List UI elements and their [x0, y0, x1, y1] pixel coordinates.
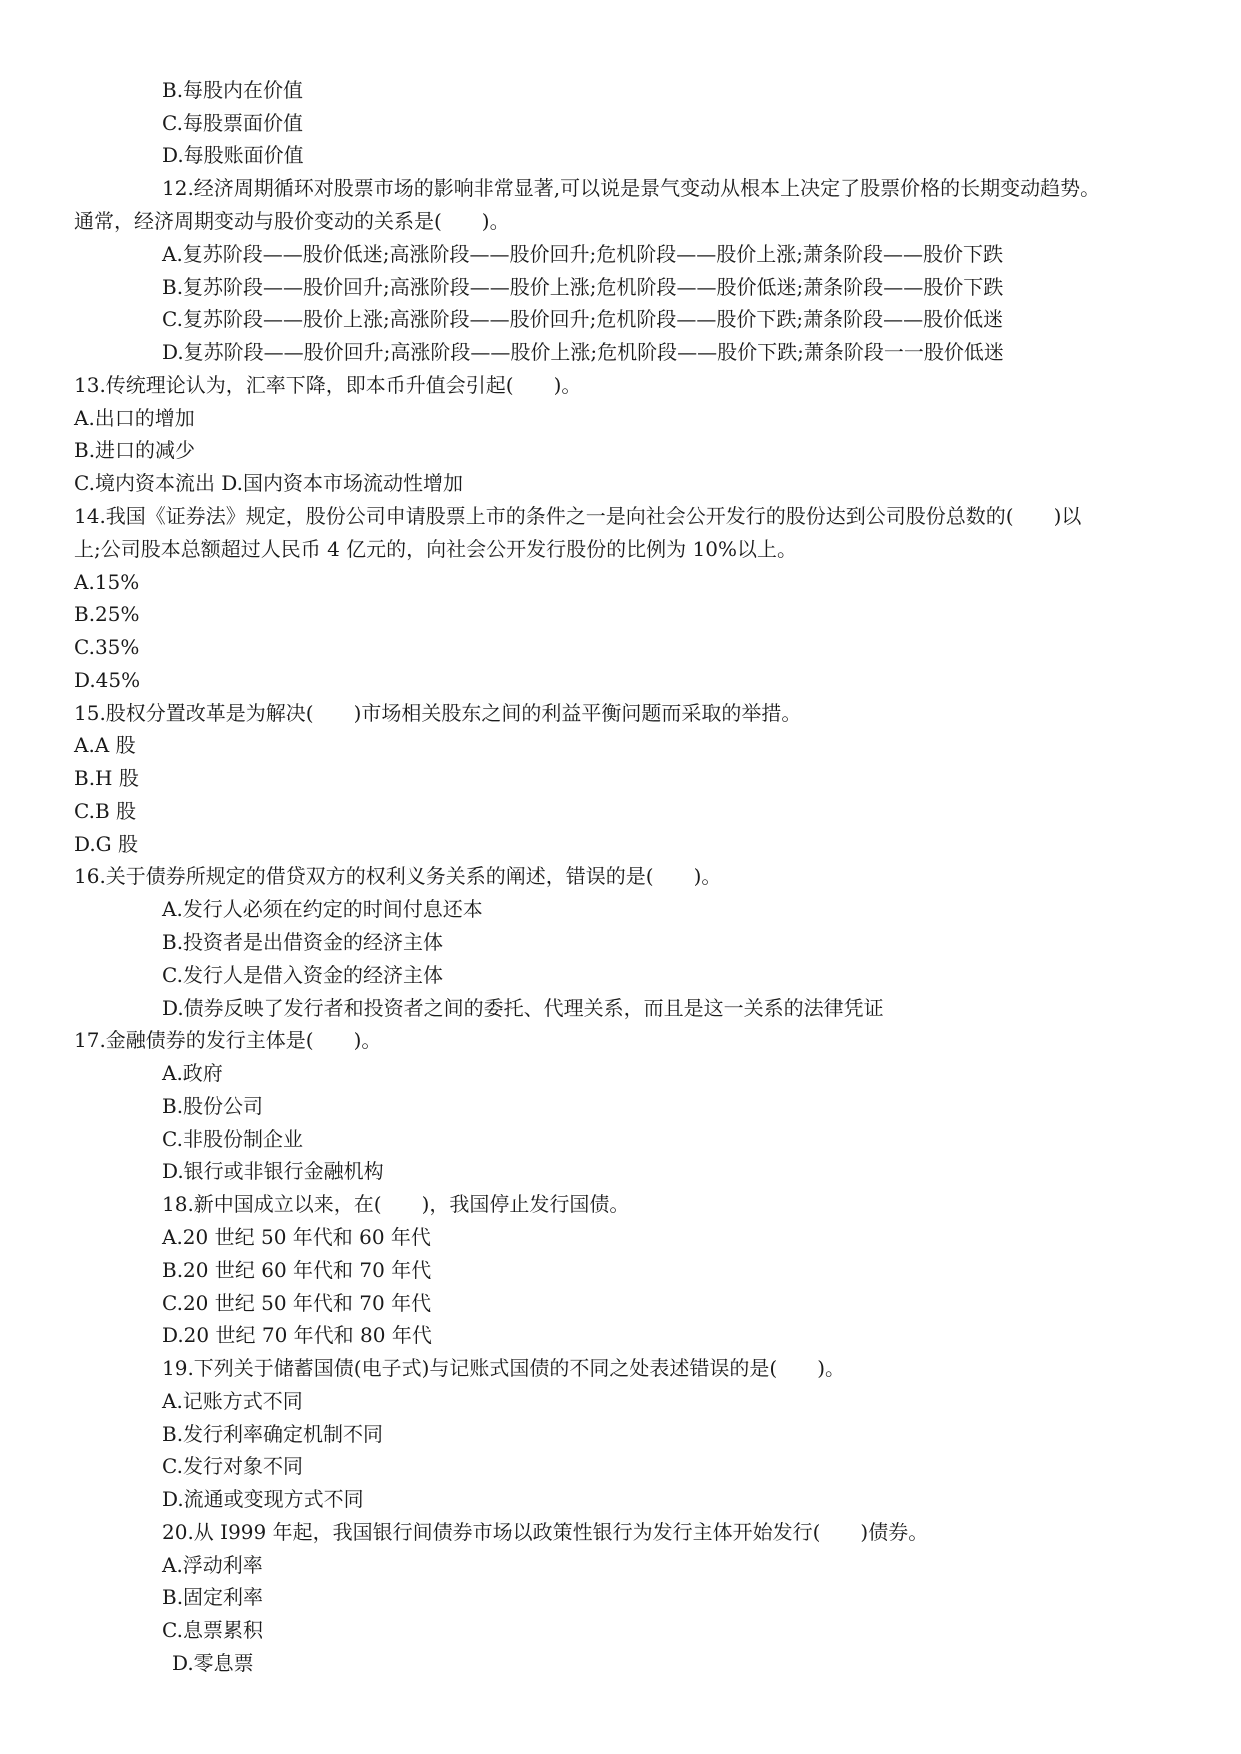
question-line: 上;公司股本总额超过人民币 4 亿元的，向社会公开发行股份的比例为 10%以上。	[74, 537, 797, 561]
option-line: A.发行人必须在约定的时间付息还本	[162, 897, 483, 921]
option-line: D.流通或变现方式不同	[162, 1487, 364, 1511]
option-line: A.出口的增加	[74, 406, 195, 430]
question-line: 15.股权分置改革是为解决( )市场相关股东之间的利益平衡问题而采取的举措。	[74, 701, 802, 725]
question-line: 19.下列关于储蓄国债(电子式)与记账式国债的不同之处表述错误的是( )。	[162, 1356, 846, 1380]
question-line: 17.金融债券的发行主体是( )。	[74, 1028, 382, 1052]
option-line: B.进口的减少	[74, 438, 196, 462]
option-line: A.复苏阶段——股价低迷;高涨阶段——股价回升;危机阶段——股价上涨;萧条阶段——股价下跌	[162, 242, 1004, 266]
question-line: 20.从 I999 年起，我国银行间债券市场以政策性银行为发行主体开始发行( )债券。	[162, 1520, 929, 1544]
option-line: C.每股票面价值	[162, 111, 303, 135]
option-line: B.发行利率确定机制不同	[162, 1422, 384, 1446]
option-line: D.45%	[74, 668, 141, 692]
option-line: B.25%	[74, 602, 140, 626]
option-line: D.零息票	[172, 1651, 254, 1675]
question-line: 通常，经济周期变动与股价变动的关系是( )。	[74, 209, 510, 233]
option-line: B.H 股	[74, 766, 139, 790]
question-line: 14.我国《证券法》规定，股份公司申请股票上市的条件之一是向社会公开发行的股份达到公司股份总数的( )以	[74, 504, 1082, 528]
question-line: 12.经济周期循环对股票市场的影响非常显著,可以说是景气变动从根本上决定了股票价格的长期变动趋势。	[162, 176, 1101, 200]
option-line: C.35%	[74, 635, 140, 659]
question-line: 16.关于债券所规定的借贷双方的权利义务关系的阐述，错误的是( )。	[74, 864, 722, 888]
option-line: A.政府	[162, 1061, 223, 1085]
option-line: C.非股份制企业	[162, 1127, 303, 1151]
option-line: C.复苏阶段——股价上涨;高涨阶段——股价回升;危机阶段——股价下跌;萧条阶段——股价低迷	[162, 307, 1004, 331]
option-line: B.每股内在价值	[162, 78, 304, 102]
option-line: B.投资者是出借资金的经济主体	[162, 930, 444, 954]
option-line: C.境内资本流出 D.国内资本市场流动性增加	[74, 471, 463, 495]
option-line: D.20 世纪 70 年代和 80 年代	[162, 1323, 432, 1347]
option-line: D.债券反映了发行者和投资者之间的委托、代理关系，而且是这一关系的法律凭证	[162, 996, 884, 1020]
option-line: D.银行或非银行金融机构	[162, 1159, 384, 1183]
option-line: C.息票累积	[162, 1618, 263, 1642]
option-line: A.浮动利率	[162, 1553, 263, 1577]
option-line: B.复苏阶段——股价回升;高涨阶段——股价上涨;危机阶段——股价低迷;萧条阶段——股价下跌	[162, 275, 1004, 299]
option-line: D.每股账面价值	[162, 143, 304, 167]
option-line: A.15%	[74, 570, 140, 594]
option-line: D.G 股	[74, 832, 139, 856]
option-line: C.20 世纪 50 年代和 70 年代	[162, 1291, 432, 1315]
option-line: C.发行对象不同	[162, 1454, 303, 1478]
option-line: A.记账方式不同	[162, 1389, 303, 1413]
option-line: A.20 世纪 50 年代和 60 年代	[162, 1225, 431, 1249]
option-line: B.股份公司	[162, 1094, 264, 1118]
option-line: B.20 世纪 60 年代和 70 年代	[162, 1258, 432, 1282]
option-line: C.B 股	[74, 799, 137, 823]
question-line: 13.传统理论认为，汇率下降，即本币升值会引起( )。	[74, 373, 582, 397]
option-line: D.复苏阶段——股价回升;高涨阶段——股价上涨;危机阶段——股价下跌;萧条阶段一一股价低迷	[162, 340, 1004, 364]
option-line: A.A 股	[74, 733, 136, 757]
question-line: 18.新中国成立以来，在( )，我国停止发行国债。	[162, 1192, 630, 1216]
option-line: B.固定利率	[162, 1585, 264, 1609]
option-line: C.发行人是借入资金的经济主体	[162, 963, 443, 987]
